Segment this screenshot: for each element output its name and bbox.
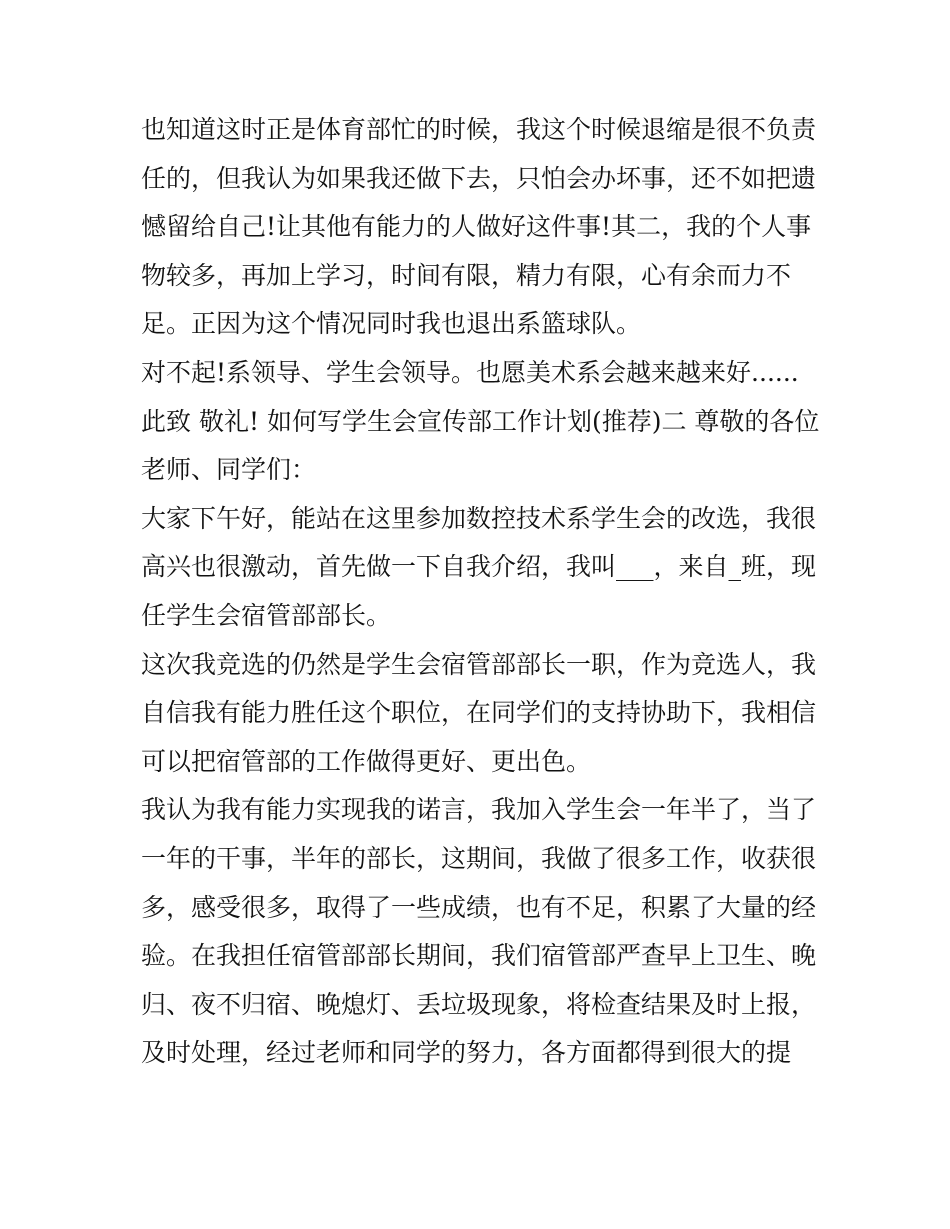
text-line: 老师、同学们： xyxy=(141,455,317,485)
text-line: 可以把宿管部的工作做得更好、更出色。 xyxy=(141,746,592,776)
text-line: 憾留给自己!让其他有能力的人做好这件事!其二，我的个人事 xyxy=(141,212,812,242)
text-line: 此致 敬礼! 如何写学生会宣传部工作计划(推荐)二 尊敬的各位 xyxy=(141,406,820,436)
text-line: 足。正因为这个情况同时我也退出系篮球队。 xyxy=(141,309,642,339)
text-line: 任的，但我认为如果我还做下去，只怕会办坏事，还不如把遗 xyxy=(141,163,817,193)
text-line: 大家下午好，能站在这里参加数控技术系学生会的改选，我很 xyxy=(141,503,817,533)
text-line: 及时处理，经过老师和同学的努力，各方面都得到很大的提 xyxy=(141,1038,792,1068)
text-line: 这次我竞选的仍然是学生会宿管部部长一职，作为竞选人，我 xyxy=(141,649,817,679)
text-line: 也知道这时正是体育部忙的时候，我这个时候退缩是很不负责 xyxy=(141,115,817,144)
text-line: 物较多，再加上学习，时间有限，精力有限，心有余而力不 xyxy=(141,260,792,290)
text-line: 多，感受很多，取得了一些成绩，也有不足，积累了大量的经 xyxy=(141,892,817,922)
text-line: 我认为我有能力实现我的诺言，我加入学生会一年半了，当了 xyxy=(141,795,817,825)
text-line: 对不起!系领导、学生会领导。也愿美术系会越来越来好...... xyxy=(141,357,799,387)
text-line: 一年的干事，半年的部长，这期间，我做了很多工作，收获很 xyxy=(141,843,817,873)
text-line: 高兴也很激动，首先做一下自我介绍，我叫___，来自_班，现 xyxy=(141,552,817,582)
text-line: 归、夜不归宿、晚熄灯、丢垃圾现象，将检查结果及时上报， xyxy=(141,989,817,1019)
text-line: 验。在我担任宿管部部长期间，我们宿管部严查早上卫生、晚 xyxy=(141,941,817,971)
text-line: 自信我有能力胜任这个职位，在同学们的支持协助下，我相信 xyxy=(141,698,817,728)
document-body xyxy=(141,106,821,1078)
text-line: 任学生会宿管部部长。 xyxy=(141,600,392,630)
